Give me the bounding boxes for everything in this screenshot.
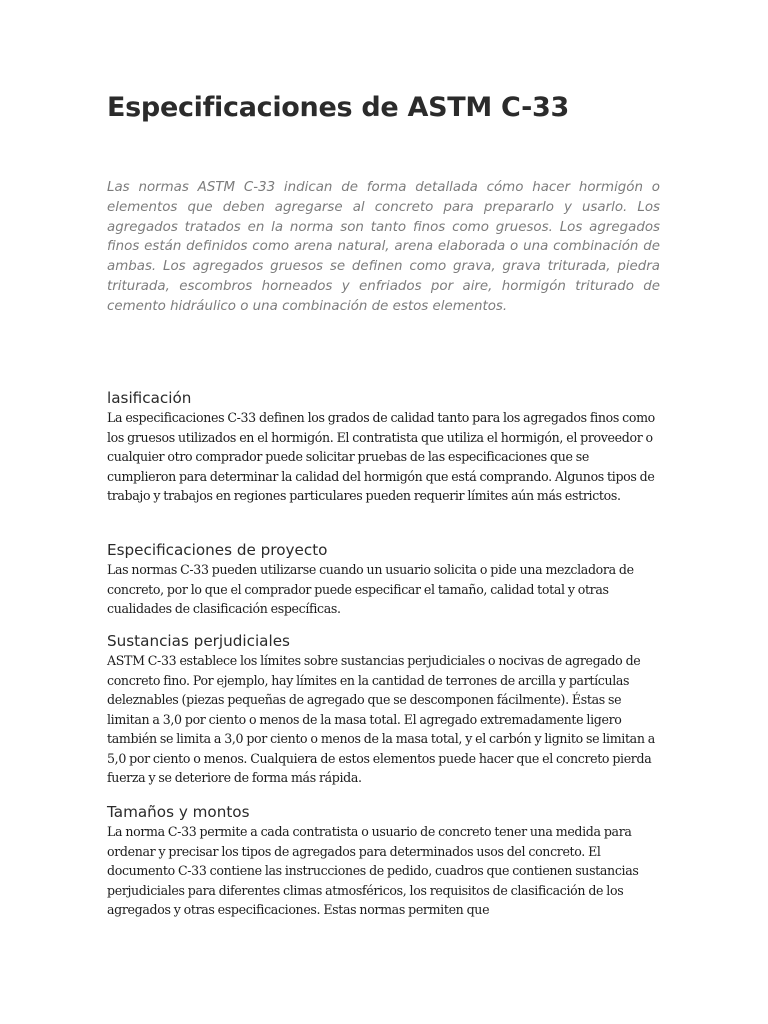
section-sustancias-perjudiciales [107, 631, 660, 788]
section-heading: Sustancias perjudiciales [107, 632, 290, 650]
section-especificaciones-de-proyecto [107, 540, 660, 619]
intro-paragraph: Las normas ASTM C-33 indican de forma detallada cómo hacer hormigón o elementos que deben agregarse al concreto para prepararlo y usarlo. Los agregados tratados en la norma son tanto finos como gruesos. Los agregados finos están definidos como arena natural, arena elaborada o una combinación de ambas. Los agregados gruesos se definen como grava, grava triturada, piedra triturada, escombros horneados y enfriados por aire, hormigón triturado de cemento hidráulico o una combinación de estos elementos. [107, 180, 660, 314]
page-title: Especificaciones de ASTM C-33 [107, 92, 570, 123]
section-heading: Tamaños y montos [107, 803, 250, 821]
section-body: Las normas C-33 pueden utilizarse cuando un usuario solicita o pide una mezcladora de concreto, por lo que el comprador puede especificar el tamaño, calidad total y otras cualidades de clasificación específicas. [107, 562, 634, 616]
section-heading: lasificación [107, 389, 192, 407]
section-heading: Especificaciones de proyecto [107, 541, 328, 559]
section-clasificacion [107, 388, 660, 506]
section-body: ASTM C-33 establece los límites sobre sustancias perjudiciales o nocivas de agregado de concreto fino. Por ejemplo, hay límites en la cantidad de terrones de arcilla y partículas deleznables (piezas pequeñas de agregado que se descomponen fácilmente). Éstas se limitan a 3,0 por ciento o menos de la masa total. El agregado extremadamente ligero también se limita a 3,0 por ciento o menos de la masa total, y el carbón y lignito se limitan a 5,0 por ciento o menos. Cualquiera de estos elementos puede hacer que el concreto pierda fuerza y se deteriore de forma más rápida. [107, 653, 655, 785]
section-body: La especificaciones C-33 definen los grados de calidad tanto para los agregados finos como los gruesos utilizados en el hormigón. El contratista que utiliza el hormigón, el proveedor o cualquier otro comprador puede solicitar pruebas de las especificaciones que se cumplieron para determinar la calidad del hormigón que está comprando. Algunos tipos de trabajo y trabajos en regiones particulares pueden requerir límites aún más estrictos. [107, 410, 655, 503]
section-body: La norma C-33 permite a cada contratista o usuario de concreto tener una medida para ordenar y precisar los tipos de agregados para determinados usos del concreto. El documento C-33 contiene las instrucciones de pedido, cuadros que contienen sustancias perjudiciales para diferentes climas atmosféricos, los requisitos de clasificación de los agregados y otras especificaciones. Estas normas permiten que [107, 824, 639, 917]
section-tamanos-y-montos [107, 802, 660, 920]
